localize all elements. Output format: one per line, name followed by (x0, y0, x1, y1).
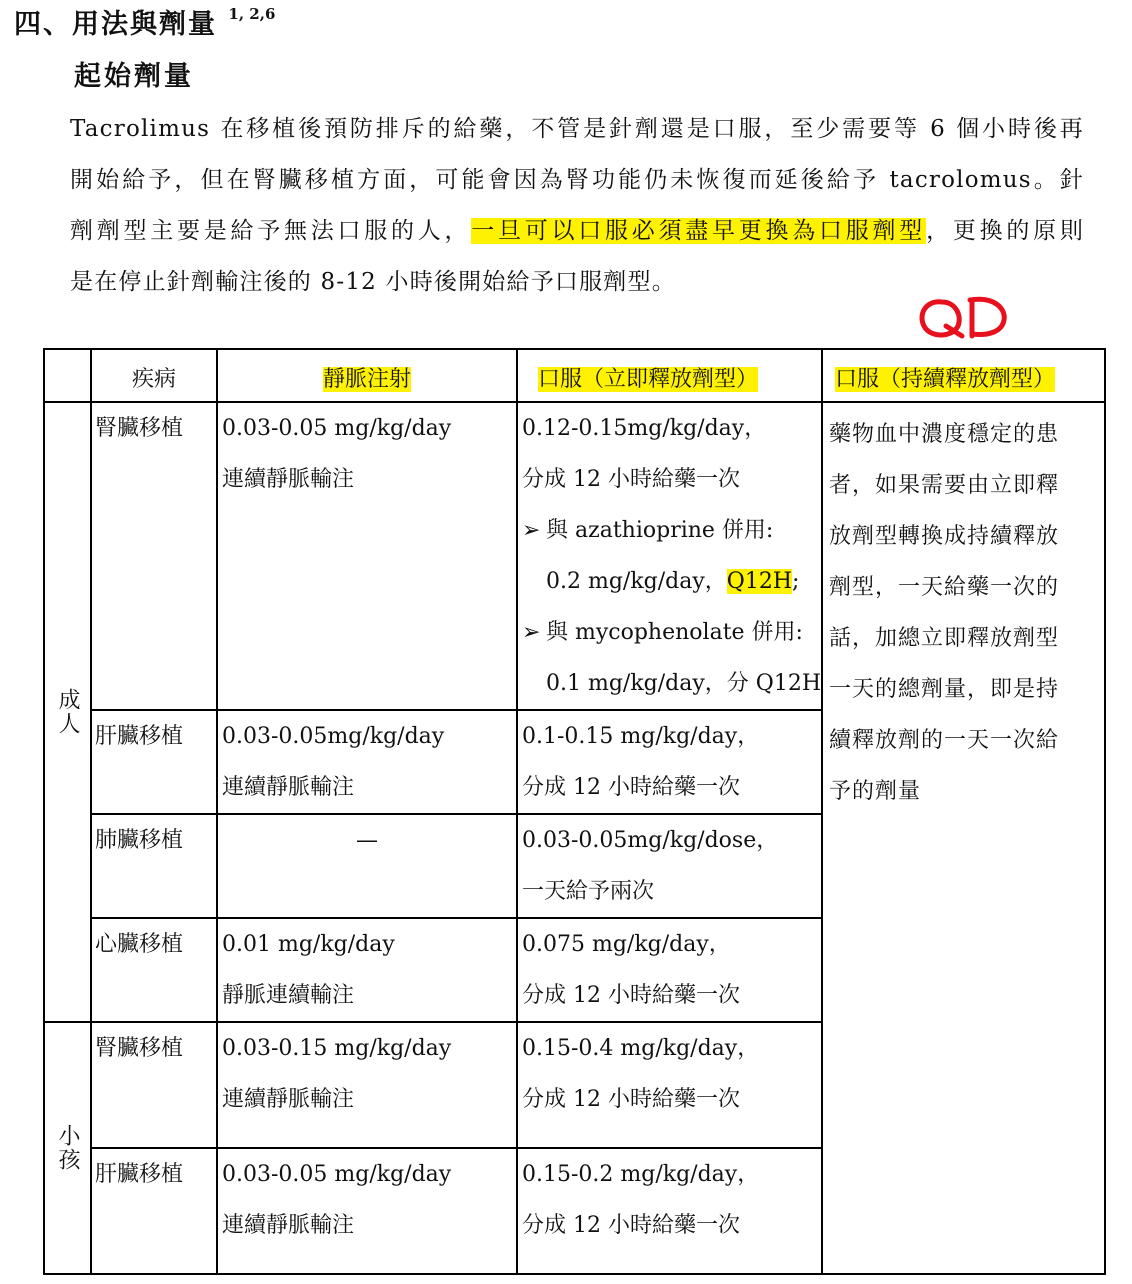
disease-cell: 心臟移植 (91, 918, 217, 1022)
disease-cell: 肝臟移植 (91, 1148, 217, 1274)
intro-paragraph (70, 104, 1084, 308)
subsection-heading: 起始劑量 (74, 61, 194, 92)
bullet-mycophenolate-dose: 0.1 mg/kg/day，分 Q12H (546, 671, 822, 696)
intro-line-1: Tacrolimus 在移植後預防排斥的給藥，不管是針劑還是口服，至少需要等 6 個小時後再 (70, 116, 1084, 142)
header-oral-immediate-label: 口服（立即釋放劑型） (538, 367, 759, 392)
extended-release-note: 藥物血中濃度穩定的患 者，如果需要由立即釋 放劑型轉換成持續釋放 劑型，一天給藥一次的 話，加總立即釋放劑型 一天的總劑量，即是持 續釋放劑的一天一次給 予的劑量 (822, 402, 1105, 1274)
oral-dose-cell: 0.15-0.2 mg/kg/day， 分成 12 小時給藥一次 (517, 1148, 822, 1274)
disease-cell: 肺臟移植 (91, 814, 217, 918)
iv-dose-cell: 0.03-0.05mg/kg/day 連續靜脈輸注 (217, 710, 517, 814)
oral-dose-cell: 0.03-0.05mg/kg/dose， 一天給予兩次 (517, 814, 822, 918)
section-heading-text: 四、用法與劑量 (14, 9, 217, 40)
highlighted-phrase: 一旦可以口服必須盡早更換為口服劑型 (471, 218, 927, 244)
iv-dose-cell: 0.03-0.05 mg/kg/day 連續靜脈輸注 (217, 1148, 517, 1274)
bullet-azathioprine: ➢ 與 azathioprine 併用: (518, 505, 821, 556)
iv-dose-cell: 0.01 mg/kg/day 靜脈連續輸注 (217, 918, 517, 1022)
intro-line-3 (70, 206, 1084, 257)
reference-numbers: 1, 2,6 (228, 5, 276, 23)
iv-dose-cell: 0.03-0.05 mg/kg/day 連續靜脈輸注 (217, 402, 517, 710)
header-iv (217, 349, 517, 402)
iv-dose-cell: 0.03-0.15 mg/kg/day 連續靜脈輸注 (217, 1022, 517, 1148)
intro-line-2: 開始給予，但在腎臟移植方面，可能會因為腎功能仍未恢復而延後給予 tacrolomus。針 (70, 167, 1084, 193)
bullet-mycophenolate: ➢ 與 mycophenolate 併用: (518, 607, 821, 658)
arrow-bullet-icon: ➢ (522, 620, 541, 645)
intro-line-4: 是在停止針劑輸注後的 8-12 小時後開始給予口服劑型。 (70, 269, 676, 295)
highlighted-q12h: Q12H (726, 569, 793, 594)
intro-line-3-end: ，更換的原則 (926, 218, 1085, 244)
oral-dose-cell: 0.12-0.15mg/kg/day， 分成 12 小時給藥一次 ➢ 與 azathioprine 併用: 0.2 mg/kg/day，Q12H; ➢ 與 mycophenolate 併用: 0.1 mg/kg/day，分 Q12H (517, 402, 822, 710)
handwritten-q (922, 302, 962, 336)
bullet-azathioprine-dose: 0.2 mg/kg/day，Q12H; (546, 569, 800, 594)
group-adult: 成人 (44, 402, 91, 1022)
header-oral-immediate (517, 349, 822, 402)
dosage-table (43, 348, 1106, 1275)
header-empty-cell (44, 349, 91, 402)
section-heading (14, 2, 275, 41)
oral-dose-cell: 0.1-0.15 mg/kg/day， 分成 12 小時給藥一次 (517, 710, 822, 814)
table-header-row (44, 349, 1105, 402)
header-oral-extended-label: 口服（持續釋放劑型） (835, 367, 1056, 392)
arrow-bullet-icon: ➢ (522, 518, 541, 543)
disease-cell: 肝臟移植 (91, 710, 217, 814)
table-row (44, 402, 1105, 710)
group-child: 小孩 (44, 1022, 91, 1274)
header-oral-extended (822, 349, 1105, 402)
handwritten-d (970, 299, 1004, 336)
oral-dose-cell: 0.15-0.4 mg/kg/day， 分成 12 小時給藥一次 (517, 1022, 822, 1148)
iv-dose-cell: — (217, 814, 517, 918)
handwritten-qd-annotation (912, 288, 1012, 348)
oral-dose-cell: 0.075 mg/kg/day， 分成 12 小時給藥一次 (517, 918, 822, 1022)
header-iv-label: 靜脈注射 (322, 367, 411, 392)
disease-cell: 腎臟移植 (91, 402, 217, 710)
disease-cell: 腎臟移植 (91, 1022, 217, 1148)
intro-line-3-start: 劑劑型主要是給予無法口服的人， (70, 218, 472, 244)
header-disease: 疾病 (91, 349, 217, 402)
